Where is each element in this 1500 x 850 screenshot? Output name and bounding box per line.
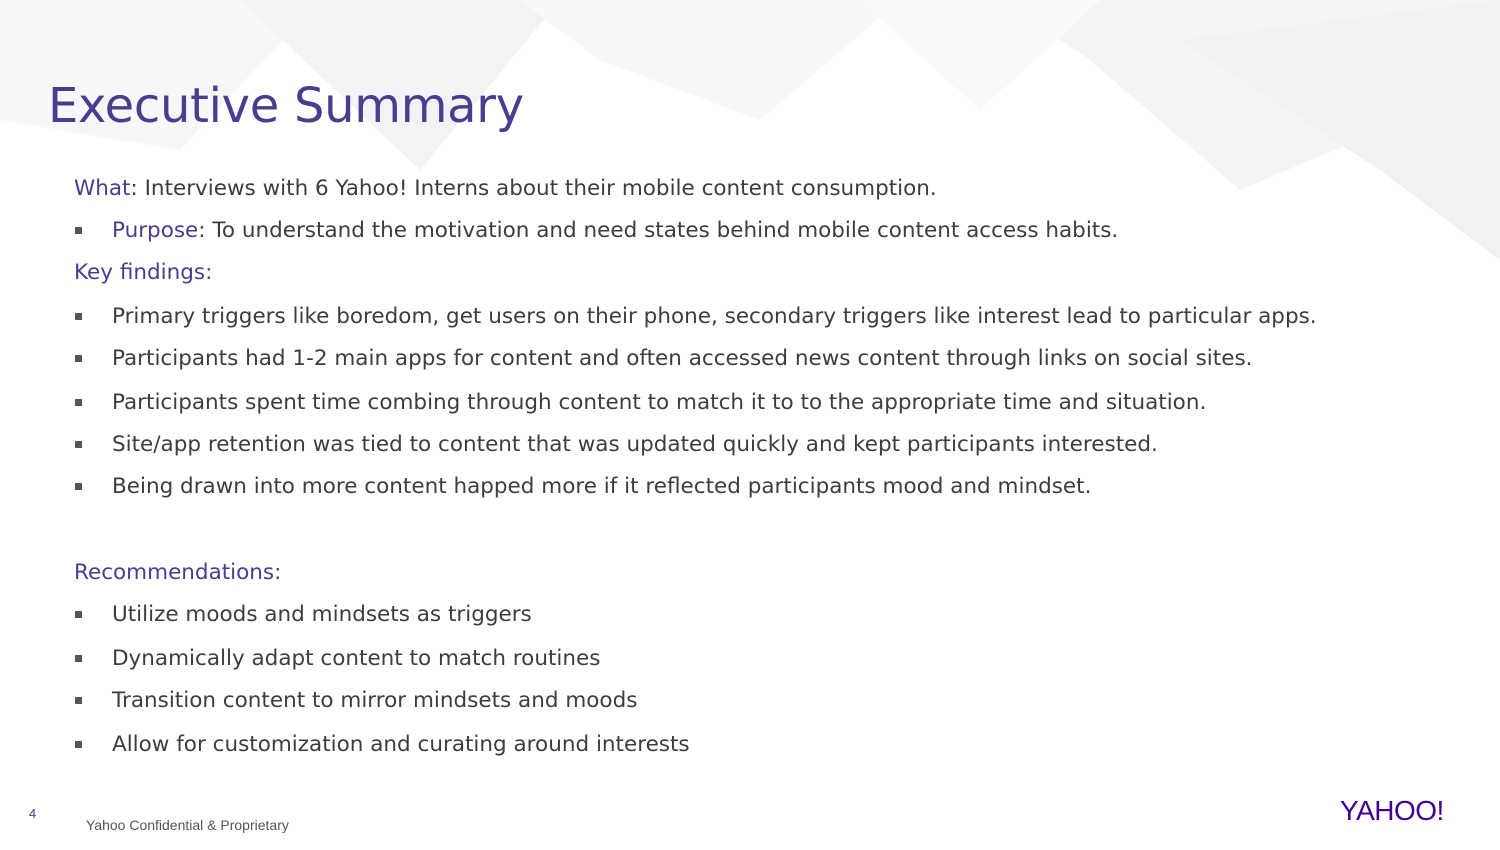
recommendation-text: Allow for customization and curating around interests [112,732,690,757]
bullet-icon [75,399,82,406]
finding-text: Primary triggers like boredom, get users on their phone, secondary triggers like interest lead to particular apps. [112,304,1317,329]
bullet-icon [75,227,82,234]
page-number: 4 [29,806,37,821]
recommendations-heading: Recommendations: [74,560,282,585]
slide-title: Executive Summary [48,78,524,134]
recommendation-text: Dynamically adapt content to match routines [112,646,601,671]
yahoo-logo: YAHOO! [1340,795,1444,826]
footer-confidential: Yahoo Confidential & Proprietary [86,817,289,833]
bullet-icon [75,355,82,362]
finding-text: Participants spent time combing through content to match it to to the appropriate time and situation. [112,390,1207,415]
finding-text: Participants had 1-2 main apps for content and often accessed news content through links on social sites. [112,346,1253,371]
purpose-label: Purpose [112,218,199,243]
bullet-icon [75,441,82,448]
bullet-icon [75,741,82,748]
what-label: What [74,176,131,201]
bullet-icon [75,697,82,704]
purpose-text: : To understand the motivation and need states behind mobile content access habits. [198,218,1119,243]
key-findings-heading: Key findings: [74,260,213,285]
bullet-icon [75,483,82,490]
finding-text: Site/app retention was tied to content that was updated quickly and kept participants interested. [112,432,1158,457]
bullet-icon [75,313,82,320]
recommendation-text: Transition content to mirror mindsets and moods [112,688,638,713]
finding-text: Being drawn into more content happed more if it reflected participants mood and mindset. [112,474,1092,499]
what-line [74,175,937,203]
bullet-icon [75,611,82,618]
bullet-icon [75,655,82,662]
what-text: : Interviews with 6 Yahoo! Interns about their mobile content consumption. [130,176,937,201]
recommendation-text: Utilize moods and mindsets as triggers [112,602,532,627]
purpose-content [112,217,1118,245]
